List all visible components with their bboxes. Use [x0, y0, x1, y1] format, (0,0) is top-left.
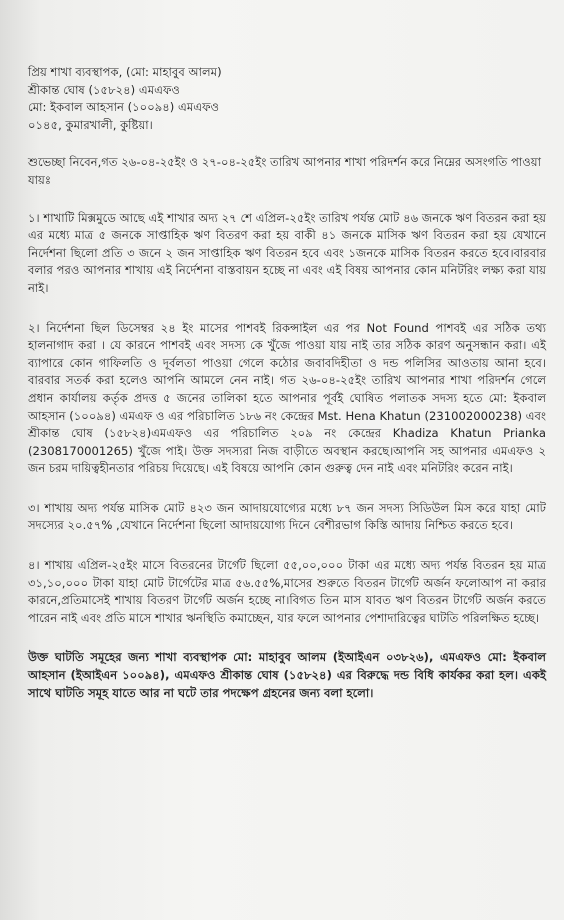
finding-2: ২। নির্দেশনা ছিল ডিসেম্বর ২৪ ইং মাসের পাশবই রিকন্সাইল এর পর Not Found পাশবই এর সঠিক তথ্য হালনাগাদ করা । যে কারনে পাশবই এবং সদস্য কে খুঁজে পাওয়া যায় নাই তার সঠিক কারণ অনুসন্ধান করা। এই ব্যাপারে কোন গাফিলতি ও দূর্বলতা পাওয়া গেলে কঠোর জবাবদিহীতা ও দন্ড পলিসির আওতায় আনা হবে। বারবার সতর্ক করা হলেও আপনি আমলে নেন নাই। গত ২৬-০৪-২৫ইং তারিখ আপনার শাখা পরিদর্শন গেলে প্রধান কার্যালয় কর্তৃক প্রদত্ত ৫ জনের তালিকা হতে আপনার পূর্বই ঘোষিত পলাতক সদস্য হতে মো: ইকবাল আহসান (১০০৯৪) এমএফ ও এর পরিচালিত ১৮৬ নং কেন্দ্রের Mst. Hena Khatun (231002000238) এবং শ্রীকান্ত ঘোষ (১৫৮২৪)এমএফও এর পরিচালিত ২০৯ নং কেন্দ্রের Khadiza Khatun Prianka (2308170001265) খুঁজে পাই। উক্ত সদস্যরা নিজ বাড়ীতে অবস্থান করছে।আপনি সহ আপনার এমএফও ২ জন চরম দায়িত্বহীনতার পরিচয় দিয়েছে। এই বিষয়ে আপনি কোন গুরুত্ব দেন নাই এবং মনিটরিং করেন নাই। — [28, 320, 546, 476]
address-block — [28, 64, 546, 134]
address-line-salutation: প্রিয় শাখা ব্যবস্থাপক, (মো: মাহাবুব আলম) — [28, 65, 222, 79]
conclusion-paragraph: উক্ত ঘাটতি সমূহের জন্য শাখা ব্যবস্থাপক মো: মাহাবুব আলম (ইআইএন ০৩৮২৬), এমএফও মো: ইকবাল আহসান (ইআইএন ১০০৯৪), এমএফও শ্রীকান্ত ঘোষ (১৫৮২৪) এর বিরুদ্ধে দন্ড বিধি কার্যকর করা হল। একই সাথে ঘাটতি সমূহ যাতে আর না ঘটে তার পদক্ষেপ গ্রহনের জন্য বলা হলো। — [28, 650, 546, 700]
finding-3: ৩। শাখায় অদ্য পর্যন্ত মাসিক মোট ৪২৩ জন আদায়যোগ্যের মধ্যে ৮৭ জন সদস্য সিডিউল মিস করে যাহা মোট সদস্যের ২০.৫৭% ,যেখানে নির্দেশনা ছিলো আদায়যোগ্য দিনে বেশীরভাগ কিস্তি আদায় নিশ্চিত করতে হবে। — [28, 500, 546, 533]
address-line-mfo-1: শ্রীকান্ত ঘোষ (১৫৮২৪) এমএফও — [28, 82, 180, 97]
finding-4: ৪। শাখায় এপ্রিল-২৫ইং মাসে বিতরনের টার্গেট ছিলো ৫৫,০০,০০০ টাকা এর মধ্যে অদ্য পর্যন্ত বিতরন হয় মাত্র ৩১,১০,০০০ টাকা যাহা মোট টার্গেটের মাত্র ৫৬.৫৫%,মাসের শুরুতে বিতরন টার্গেট অর্জন ফলোআপ না করার কারনে,প্রতিমাসেই শাখায় বিতরণ টার্গেট অর্জন হচ্ছে না।বিগত তিন মাস যাবত ঋণ বিতরন টার্গেট অর্জন করতে পারেন নাই এবং প্রতি মাসে শাখার ঋনস্থিতি কমাচ্ছেন, যার ফলে আপনার পেশাদারিত্বের ঘাটতি পরিলক্ষিত হচ্ছে। — [28, 558, 546, 625]
address-line-branch: ০১৪৫, কুমারখালী, কুষ্টিয়া। — [28, 117, 153, 132]
finding-1: ১। শাখাটি মিক্সমুডে আছে এই শাখার অদ্য ২৭ শে এপ্রিল-২৫ইং তারিখ পর্যন্ত মোট ৪৬ জনকে ঋণ বিতরন করা হয় এর মধ্যে মাত্র ৫ জনকে সাপ্তাহিক ঋণ বিতরণ করা হয় বাকী ৪১ জনকে মাসিক ঋণ বিতরন করা হয় যেখানে নির্দেশনা ছিলো প্রতি ৩ জনে ২ জন সাপ্তাহিক ঋণ বিতরন হবে এবং ১জনকে মাসিক বিতরন করতে হবে।বারবার বলার পরও আপনার শাখায় এই নির্দেশনা বাস্তবায়ন হচ্ছে না এবং এই বিষয় আপনার কোন মনিটরিং লক্ষ্য করা যায় নাই। — [28, 210, 547, 295]
intro-paragraph: শুভেচ্ছা নিবেন,গত ২৬-০৪-২৫ইং ও ২৭-০৪-২৫ইং তারিখ আপনার শাখা পরিদর্শন করে নিম্নের অসংগতি পাওয়া যায়ঃ — [28, 155, 541, 187]
address-line-mfo-2: মো: ইকবাল আহসান (১০০৯৪) এমএফও — [28, 100, 220, 115]
